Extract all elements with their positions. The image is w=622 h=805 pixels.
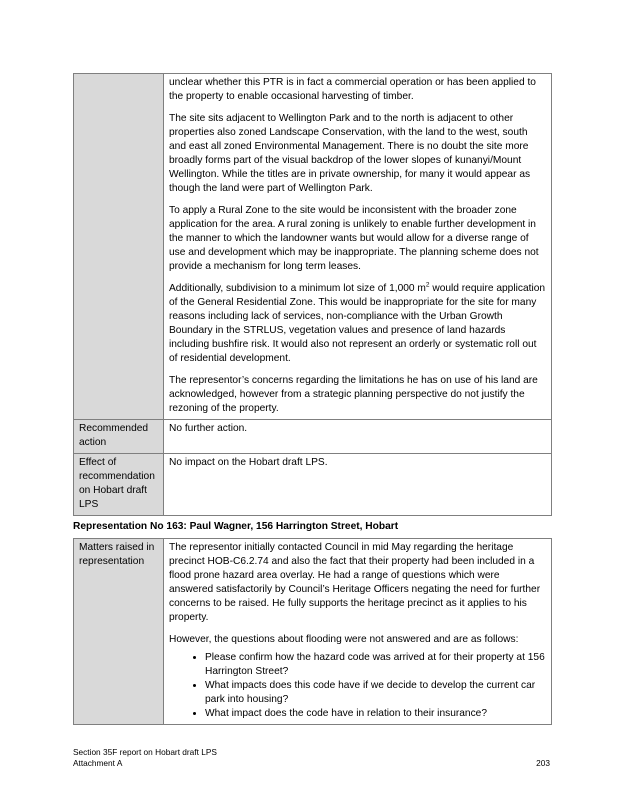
row-content	[164, 539, 552, 725]
paragraph	[169, 282, 546, 366]
paragraph: To apply a Rural Zone to the site would be inconsistent with the broader zone application for the area. A rural zoning is unlikely to enable further development in the manner to which the landowner wants but would allow for a diverse range of use and development which may be inappropriate. The planning scheme does not provide a mechanism for long term leases.	[169, 205, 539, 272]
bullet-list	[169, 651, 546, 721]
paragraph: The representor’s concerns regarding the limitations he has on use of his land are acknowledged, however from a strategic planning perspective do not justify the rezoning of the property.	[169, 375, 538, 414]
paragraph: However, the questions about flooding were not answered and are as follows:	[169, 634, 519, 645]
row-label: Matters raised in representation	[74, 539, 164, 725]
row-content	[164, 420, 552, 454]
table-row	[74, 74, 552, 420]
paragraph: No further action.	[169, 423, 248, 434]
representation-table	[73, 538, 552, 725]
footer-line: Attachment A	[73, 758, 123, 768]
paragraph: No impact on the Hobart draft LPS.	[169, 457, 328, 468]
row-content	[164, 74, 552, 420]
footer-line: Section 35F report on Hobart draft LPS	[73, 747, 217, 757]
page-number: 203	[536, 758, 550, 768]
row-label	[74, 74, 164, 420]
paragraph: unclear whether this PTR is in fact a commercial operation or has been applied to the property to enable occasional harvesting of timber.	[169, 77, 536, 102]
list-item: • What impacts does this code have if we decide to develop the current car park into housing?	[205, 679, 546, 707]
table-row	[74, 420, 552, 454]
paragraph-text: Additionally, subdivision to a minimum lot size of 1,000 m	[169, 283, 426, 294]
table-row	[74, 539, 552, 725]
superscript: 2	[425, 281, 430, 289]
table-row	[74, 454, 552, 516]
row-label: Effect of recommendation on Hobart draft LPS	[74, 454, 164, 516]
row-content	[164, 454, 552, 516]
representation-table-continued	[73, 73, 552, 516]
representation-heading: Representation No 163: Paul Wagner, 156 Harrington Street, Hobart	[73, 521, 399, 532]
paragraph: The representor initially contacted Council in mid May regarding the heritage precinct HOB-C6.2.74 and also the fact that their property had been included in a flood prone hazard area overlay. He had a range of questions which were answered satisfactorily by Council’s Heritage Officers negating the need for further concerns to be raised. He fully supports the heritage precinct as it applies to his property.	[169, 542, 541, 623]
paragraph-text: would require application of the General Residential Zone. This would be inappropriate for the site for many reasons including lack of services, non-compliance with the Urban Growth Boundary in the STRLUS, vegetation values and presence of land hazards including bushfire risk. It would also not represent an orderly or systematic roll out of residential development.	[169, 283, 546, 364]
row-label: Recommended action	[74, 420, 164, 454]
list-item: • Please confirm how the hazard code was arrived at for their property at 156 Harrington Street?	[205, 651, 546, 679]
list-item: • What impact does the code have in relation to their insurance?	[205, 707, 546, 721]
paragraph: The site sits adjacent to Wellington Park and to the north is adjacent to other properties also zoned Landscape Conservation, with the land to the west, south and east all zoned Environmental Management. There is no doubt the site more broadly forms part of the visual backdrop of the lower slopes of kunanyi/Mount Wellington. While the titles are in private ownership, for many it would appear as though the land were part of Wellington Park.	[169, 113, 531, 194]
